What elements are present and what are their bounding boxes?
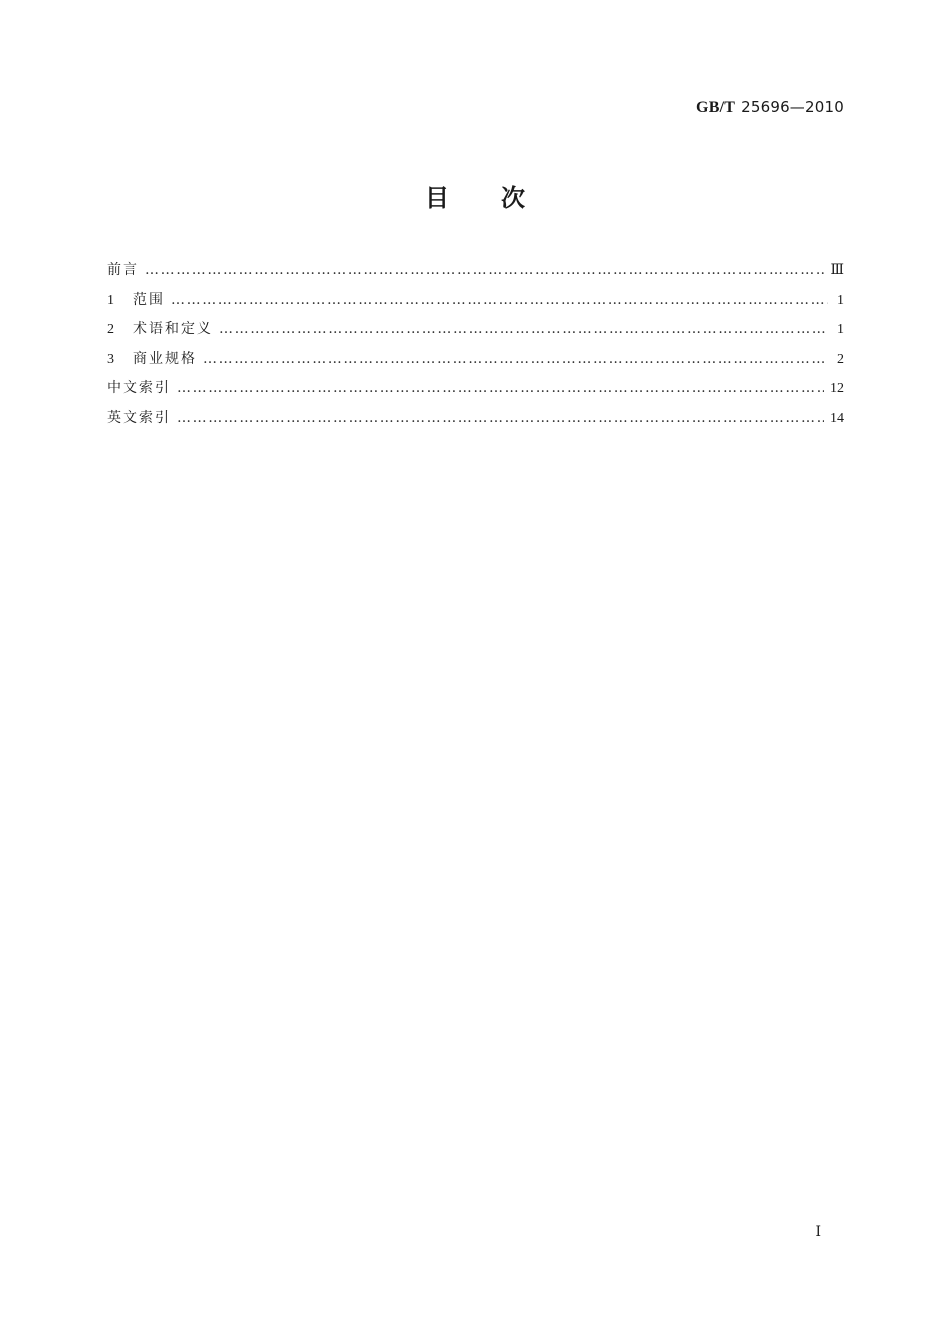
dot-leader	[177, 406, 824, 430]
toc-entry-page: 1	[837, 322, 844, 338]
toc-entry-english-index[interactable]	[107, 406, 844, 436]
toc-entry-page: Ⅲ	[830, 263, 844, 278]
toc-entry-page: 14	[830, 410, 844, 426]
toc-entry-number: 3	[107, 351, 114, 367]
toc-title	[0, 178, 950, 213]
dot-leader	[145, 258, 824, 282]
toc-entry-page: 12	[830, 381, 844, 397]
toc-title-char-1: 目	[425, 184, 449, 212]
toc-entry-label: 范围	[133, 291, 165, 308]
dot-leader	[219, 317, 828, 341]
dot-leader	[203, 347, 828, 371]
toc-entry-foreword[interactable]	[107, 258, 844, 288]
toc-entry-scope[interactable]	[107, 288, 844, 318]
toc-entry-label: 前言	[107, 262, 139, 278]
toc-entry-page: 1	[837, 292, 844, 308]
toc-entry-chinese-index[interactable]	[107, 376, 844, 406]
table-of-contents	[107, 258, 844, 436]
toc-entry-label: 商业规格	[133, 350, 197, 367]
toc-entry-label: 术语和定义	[133, 321, 213, 338]
standard-number: 25696—2010	[741, 98, 844, 116]
page-number: Ⅰ	[815, 1225, 821, 1240]
toc-entry-commercial-specs[interactable]	[107, 347, 844, 377]
toc-title-char-2: 次	[501, 184, 525, 212]
toc-entry-number: 1	[107, 292, 114, 308]
dot-leader	[171, 288, 828, 312]
dot-leader	[177, 376, 824, 400]
toc-entry-label: 中文索引	[107, 380, 171, 397]
standard-code	[696, 98, 844, 117]
toc-entry-page: 2	[837, 351, 844, 367]
standard-prefix: GB/T	[696, 99, 736, 116]
toc-entry-terms[interactable]	[107, 317, 844, 347]
toc-entry-number: 2	[107, 322, 114, 338]
toc-entry-label: 英文索引	[107, 409, 171, 426]
